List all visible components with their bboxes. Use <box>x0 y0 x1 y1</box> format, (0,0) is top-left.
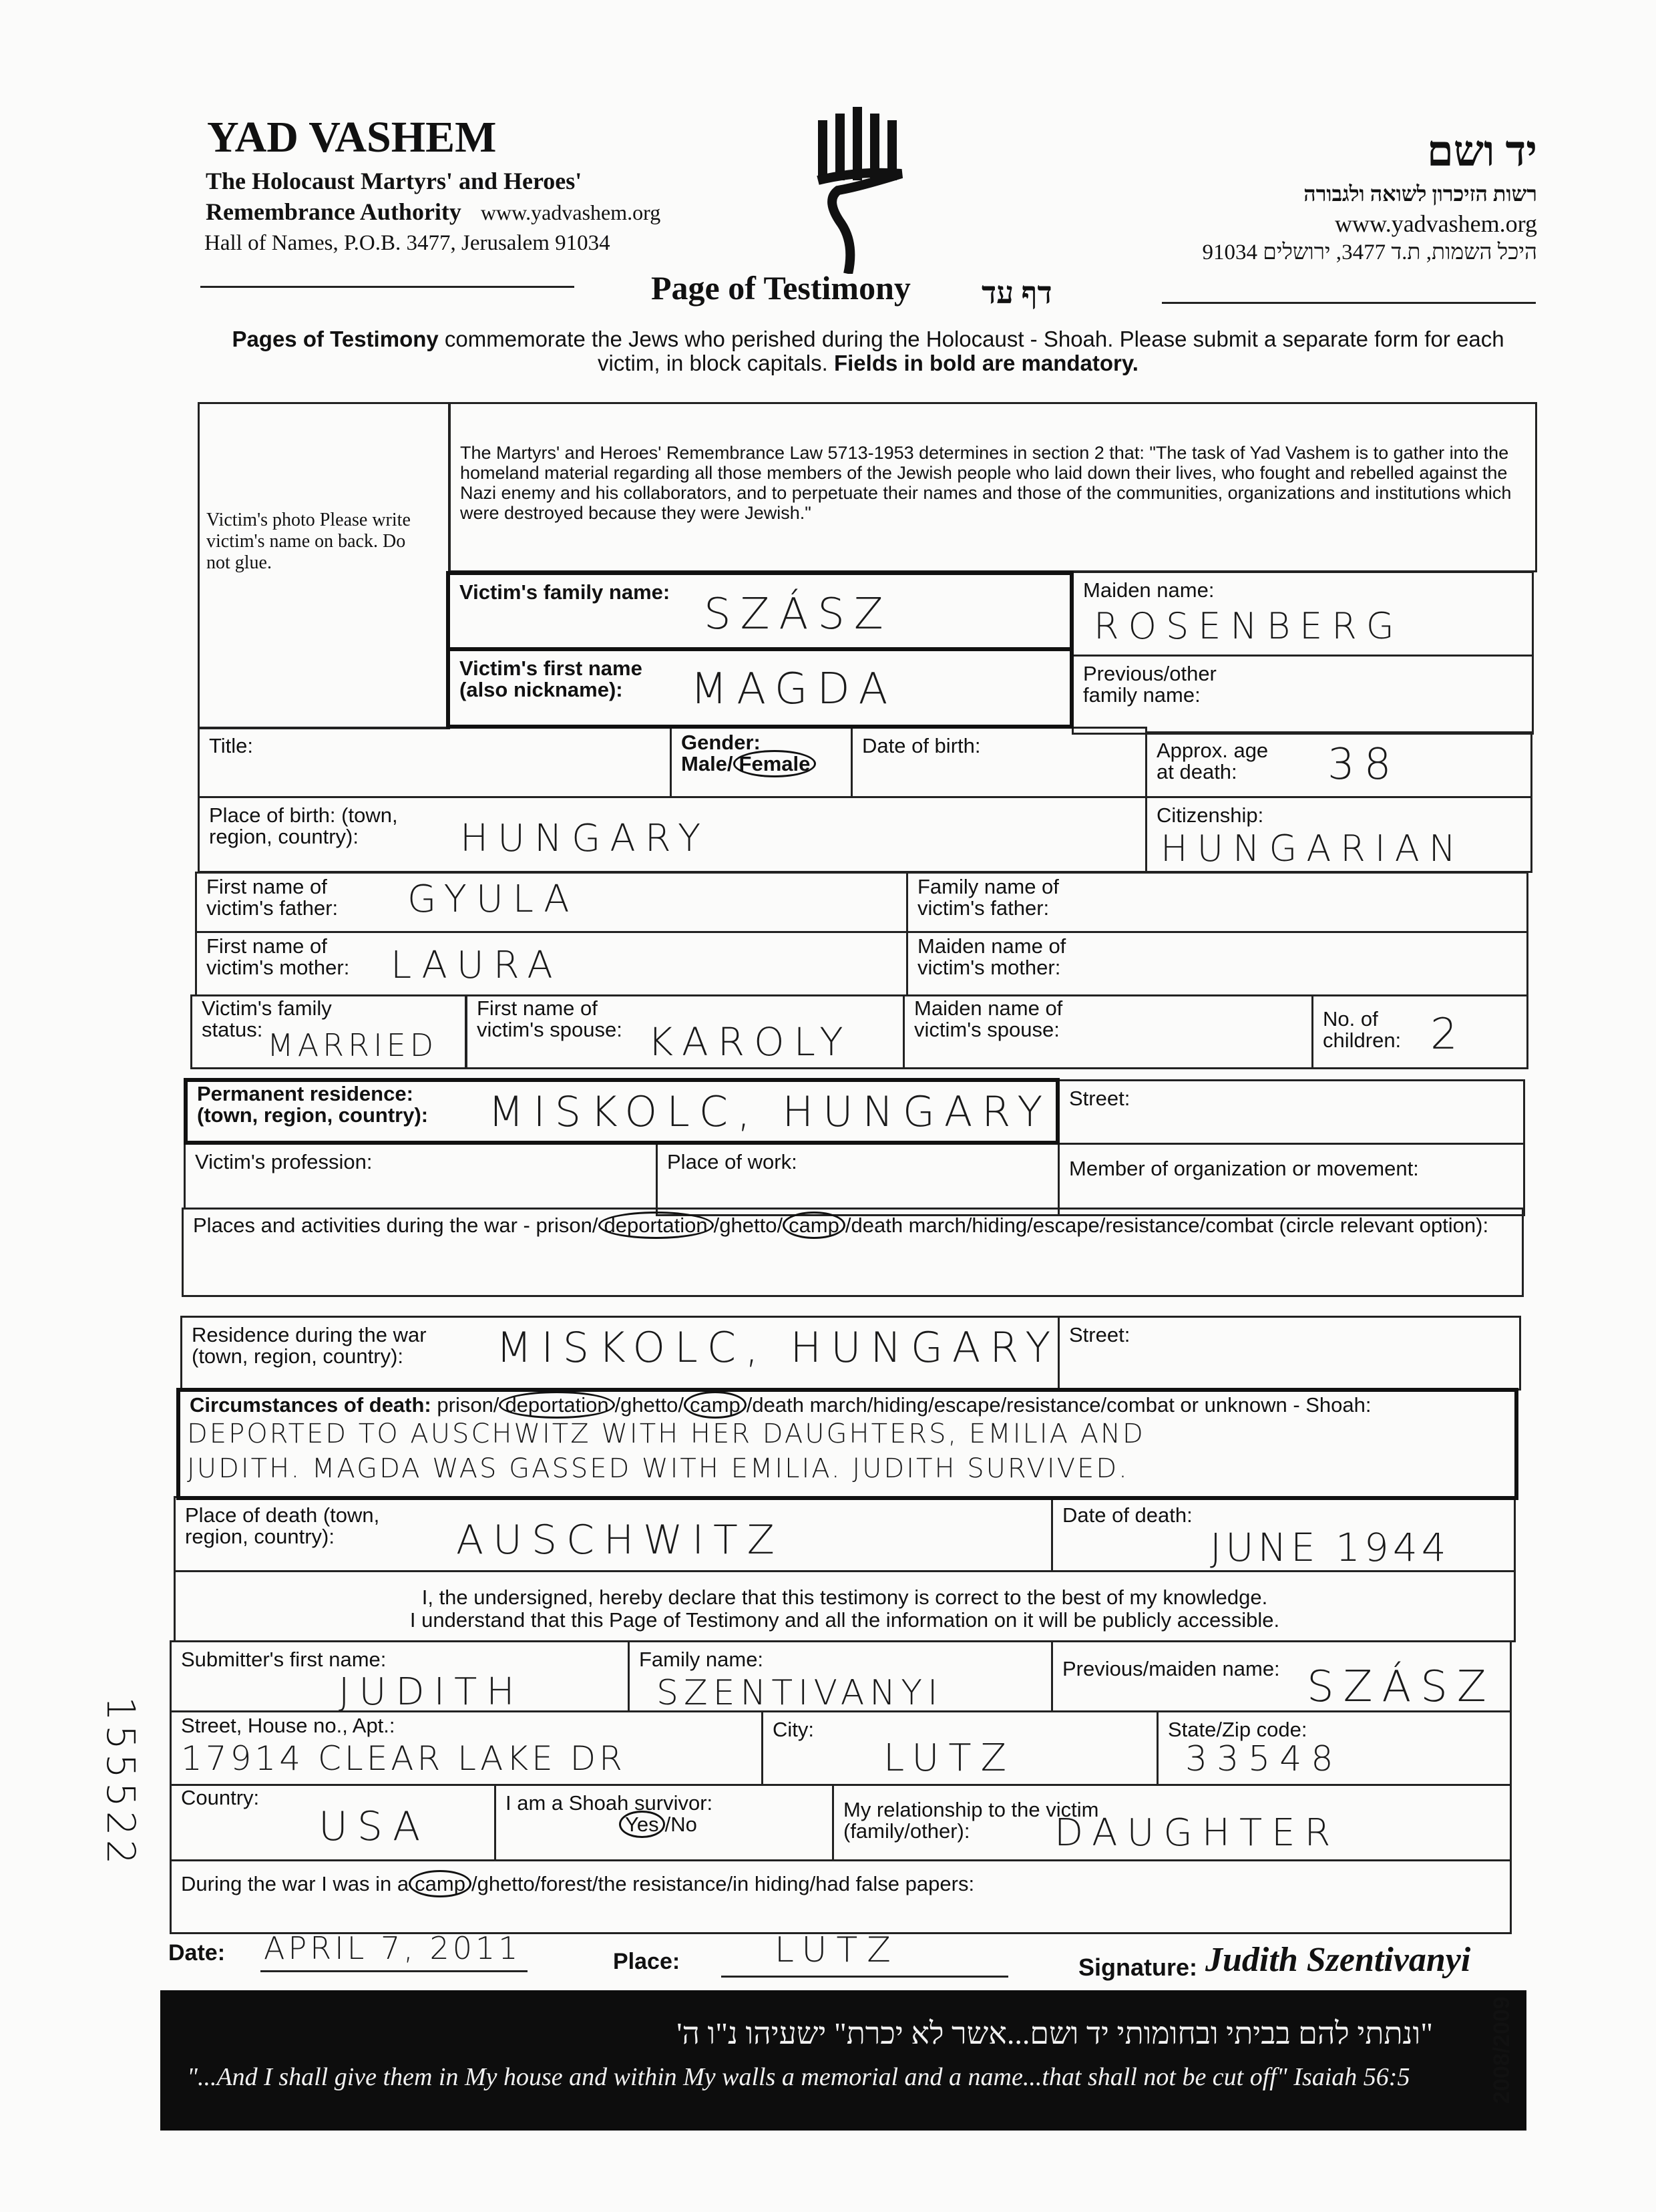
org-subtitle-2 <box>206 198 660 226</box>
gender-male[interactable]: Male/ <box>681 752 733 775</box>
war-activities-label: Places and activities during the war - prison/ deportation /ghetto/ camp /death march/hiding/escape/resistance/combat (circle relevant option): <box>193 1215 1515 1236</box>
member-field[interactable] <box>1058 1143 1525 1216</box>
submitter-family-field[interactable] <box>628 1640 1053 1712</box>
org-subtitle-hebrew: רשות הזיכרון לשואה ולגבורה <box>1303 182 1537 206</box>
camp-circled[interactable]: camp <box>783 1212 845 1239</box>
submitter-zip-field[interactable] <box>1157 1710 1512 1786</box>
family-status-field[interactable] <box>190 994 467 1069</box>
birthplace-field[interactable] <box>198 796 1147 873</box>
dob-label: Date of birth: <box>862 734 981 757</box>
submitter-family-value: SZENTIVANYI <box>656 1673 944 1713</box>
birthplace-value: HUNGARY <box>460 817 710 860</box>
children-field[interactable] <box>1311 994 1528 1069</box>
circ-camp-circled[interactable]: camp <box>684 1391 747 1419</box>
submitter-first-label: Submitter's first name: <box>181 1648 387 1671</box>
maiden-name-value: ROSENBERG <box>1094 605 1404 647</box>
spouse-first-field[interactable] <box>465 994 905 1069</box>
submitter-family-label: Family name: <box>639 1648 764 1671</box>
gender-field[interactable] <box>670 727 853 798</box>
date-line <box>260 1970 528 1972</box>
photo-box <box>198 402 450 729</box>
header-rule-left <box>200 286 574 288</box>
submitter-country-field[interactable] <box>170 1784 496 1861</box>
mother-first-value: LAURA <box>391 944 562 987</box>
father-first-value: GYULA <box>407 878 579 921</box>
title-field[interactable] <box>198 727 672 798</box>
title-label: Title: <box>209 734 254 757</box>
war-street-label: Street: <box>1069 1323 1130 1346</box>
submitter-prev-field[interactable] <box>1051 1640 1512 1712</box>
place-label: Place: <box>613 1949 680 1974</box>
war-residence-field[interactable] <box>180 1316 1060 1391</box>
page-title-hebrew: דף עד <box>982 276 1052 310</box>
father-family-label: Family name of victim's father: <box>917 875 1059 920</box>
org-subtitle-2-text: Remembrance Authority <box>206 198 461 225</box>
age-label: Approx. age at death: <box>1157 739 1269 783</box>
law-text: The Martyrs' and Heroes' Remembrance Law 5713-1953 determines in section 2 that: "The task of Yad Vashem is to gather into the homeland material regarding all those members of the Jewish people who laid down their lives, who fought and rebelled against the Nazi enemy and his collaborators, and to perpetuate their names and those of the communities, organizations and institutions which were destroyed because they were Jewish." <box>460 443 1512 523</box>
relationship-value: DAUGHTER <box>1054 1811 1340 1855</box>
website: www.yadvashem.org <box>480 200 661 224</box>
signature-label: Signature: <box>1078 1954 1198 1981</box>
menorah-logo <box>811 107 918 274</box>
war-residence-value: MISKOLC, HUNGARY <box>496 1323 1060 1372</box>
residence-street-field[interactable] <box>1058 1079 1525 1145</box>
first-name-value: MAGDA <box>690 665 897 714</box>
survivor-field[interactable] <box>494 1784 834 1861</box>
death-place-value: AUSCHWITZ <box>456 1517 784 1563</box>
spouse-maiden-field[interactable] <box>903 994 1313 1069</box>
header-rule-right <box>1162 302 1536 304</box>
intro-text <box>200 327 1536 375</box>
birthplace-label: Place of birth: (town, region, country): <box>209 803 398 848</box>
residence-street-label: Street: <box>1069 1087 1130 1110</box>
submitter-prev-value: SZÁSZ <box>1307 1662 1496 1712</box>
dob-field[interactable] <box>851 727 1147 798</box>
maiden-name-field[interactable] <box>1072 571 1534 657</box>
org-address: Hall of Names, P.O.B. 3477, Jerusalem 91034 <box>204 231 610 255</box>
death-place-label: Place of death (town, region, country): <box>185 1503 380 1548</box>
submitter-street-value: 17914 CLEAR LAKE DR <box>181 1739 626 1778</box>
intro-body: commemorate the Jews who perished during the Holocaust - Shoah. Please submit a separate form for each victim, in block capitals. <box>438 327 1504 375</box>
war-experience-field[interactable] <box>170 1859 1512 1934</box>
citizenship-value: HUNGARIAN <box>1161 827 1466 870</box>
residence-value: MISKOLC, HUNGARY <box>488 1087 1052 1136</box>
mother-maiden-field[interactable] <box>906 931 1528 996</box>
death-date-label: Date of death: <box>1062 1503 1193 1527</box>
citizenship-field[interactable] <box>1145 796 1532 873</box>
declaration-box <box>174 1570 1516 1642</box>
first-name-field[interactable] <box>446 647 1074 729</box>
intro-bold: Pages of Testimony <box>232 327 439 351</box>
survivor-yes-circled[interactable]: Yes <box>619 1811 665 1838</box>
workplace-label: Place of work: <box>667 1150 797 1173</box>
signature: Judith Szentivanyi <box>1205 1941 1471 1979</box>
previous-name-label: Previous/other family name: <box>1083 662 1217 707</box>
spouse-first-label: First name of victim's spouse: <box>477 996 622 1041</box>
spouse-maiden-label: Maiden name of victim's spouse: <box>914 996 1063 1041</box>
age-field[interactable] <box>1145 731 1532 798</box>
family-status-value: MARRIED <box>267 1027 438 1063</box>
date-value[interactable]: APRIL 7, 2011 <box>264 1930 522 1966</box>
form-year: 2008/2009 <box>1489 1996 1514 2104</box>
death-date-field[interactable] <box>1051 1496 1516 1572</box>
org-name-hebrew: יד ושם <box>1426 128 1537 175</box>
law-text-box <box>449 402 1537 572</box>
profession-label: Victim's profession: <box>195 1150 373 1173</box>
submitter-first-value: JUDITH <box>339 1670 524 1714</box>
family-status-label: Victim's family status: <box>202 996 332 1041</box>
submitter-prev-label: Previous/maiden name: <box>1062 1657 1280 1680</box>
circ-deportation-circled[interactable]: deportation <box>499 1391 614 1419</box>
family-name-field[interactable] <box>446 571 1074 651</box>
submitter-country-value: USA <box>319 1803 430 1850</box>
survivor-label: I am a Shoah survivor: Yes /No <box>505 1793 712 1835</box>
previous-name-field[interactable] <box>1072 655 1534 735</box>
war-activities-field[interactable] <box>182 1208 1524 1297</box>
mother-maiden-label: Maiden name of victim's mother: <box>917 934 1066 979</box>
deportation-circled[interactable]: deportation <box>598 1212 714 1239</box>
war-residence-label: Residence during the war (town, region, country): <box>192 1323 427 1368</box>
banner-hebrew: "ונתתי להם בביתי ובחומותי יד ושם...אשר לא יכרת" ישעיהו נ"ו ה' <box>676 2016 1433 2050</box>
survivor-no[interactable]: /No <box>664 1813 697 1836</box>
children-label: No. of children: <box>1323 1007 1402 1052</box>
workplace-field[interactable] <box>656 1143 1060 1216</box>
place-line <box>721 1976 1008 1978</box>
place-value[interactable]: LUTZ <box>775 1930 900 1970</box>
relationship-label: My relationship to the victim (family/other): <box>843 1798 1099 1843</box>
declaration-line-1: I, the undersigned, hereby declare that this testimony is correct to the best of my knowledge. <box>421 1586 1268 1609</box>
maiden-name-label: Maiden name: <box>1083 578 1215 602</box>
submitter-street-label: Street, House no., Apt.: <box>181 1714 395 1737</box>
declaration-line-2: I understand that this Page of Testimony and all the information on it will be publicly accessible. <box>409 1608 1280 1632</box>
citizenship-label: Citizenship: <box>1157 803 1264 827</box>
mother-first-label: First name of victim's mother: <box>206 934 350 979</box>
profession-field[interactable] <box>184 1143 658 1210</box>
photo-label: Victim's photo Please write victim's name on back. Do not glue. <box>206 510 411 573</box>
father-first-label: First name of victim's father: <box>206 875 339 920</box>
intro-mandatory: Fields in bold are mandatory. <box>833 351 1138 375</box>
submitter-zip-label: State/Zip code: <box>1168 1718 1307 1741</box>
submitter-first-field[interactable] <box>170 1640 630 1712</box>
quote-banner <box>160 1990 1526 2131</box>
family-name-label: Victim's family name: <box>459 580 670 604</box>
circumstances-line-1: DEPORTED TO AUSCHWITZ WITH HER DAUGHTERS, EMILIA AND <box>187 1419 1145 1449</box>
death-place-field[interactable] <box>174 1496 1053 1572</box>
death-date-value: JUNE 1944 <box>1210 1525 1450 1570</box>
submitter-country-label: Country: <box>181 1786 260 1809</box>
circumstances-line-2: JUDITH. MAGDA WAS GASSED WITH EMILIA. JUDITH SURVIVED. <box>187 1453 1129 1484</box>
residence-label: Permanent residence: (town, region, country): <box>197 1082 429 1127</box>
circumstances-field[interactable] <box>176 1388 1518 1500</box>
circumstances-label: Circumstances of death: prison/ deportation /ghetto/ camp /death march/hiding/escape/resistance/combat or unknown - Shoah: <box>190 1395 1512 1416</box>
gender-female-circled[interactable]: Female <box>733 750 817 777</box>
submitter-city-value: LUTZ <box>883 1736 1016 1780</box>
first-name-label: Victim's first name (also nickname): <box>459 657 642 701</box>
org-subtitle-1: The Holocaust Martyrs' and Heroes' <box>206 168 582 194</box>
age-value: 38 <box>1327 740 1401 789</box>
address-hebrew: היכל השמות, ת.ד 3477, ירושלים 91034 <box>1202 240 1537 264</box>
submitter-city-field[interactable] <box>761 1710 1159 1786</box>
banner-english: "...And I shall give them in My house and within My walls a memorial and a name...that shall not be cut off" Isaiah 56:5 <box>187 2063 1410 2091</box>
submitter-zip-value: 33548 <box>1185 1739 1343 1779</box>
mother-first-field[interactable] <box>195 931 908 996</box>
spouse-first-value: KAROLY <box>648 1019 853 1065</box>
relationship-field[interactable] <box>832 1784 1512 1861</box>
war-camp-circled[interactable]: camp <box>409 1870 471 1897</box>
date-label: Date: <box>168 1940 226 1966</box>
father-first-field[interactable] <box>195 872 908 933</box>
member-label: Member of organization or movement: <box>1069 1157 1419 1180</box>
record-number: 155522 <box>98 1696 144 1869</box>
residence-field[interactable] <box>184 1078 1060 1145</box>
submitter-city-label: City: <box>773 1718 814 1741</box>
war-street-field[interactable] <box>1058 1316 1521 1391</box>
family-name-value: SZÁSZ <box>704 590 893 639</box>
father-family-field[interactable] <box>906 872 1528 933</box>
org-name: YAD VASHEM <box>207 113 497 162</box>
children-value: 2 <box>1430 1010 1467 1059</box>
war-experience-label: During the war I was in a camp /ghetto/forest/the resistance/in hiding/had false papers: <box>181 1873 974 1895</box>
submitter-street-field[interactable] <box>170 1710 763 1786</box>
website-hebrew: www.yadvashem.org <box>1335 210 1537 237</box>
page-title: Page of Testimony <box>651 269 911 307</box>
gender-label: Gender: Male/ Female <box>681 732 816 775</box>
